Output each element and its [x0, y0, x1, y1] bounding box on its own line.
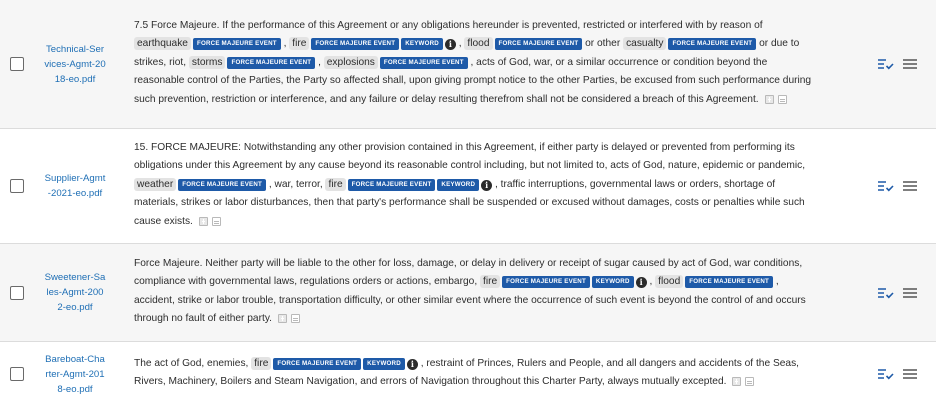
- menu-icon[interactable]: [902, 287, 918, 299]
- row-checkbox[interactable]: [10, 57, 24, 71]
- clause-segment: Force Majeure. Neither party will be liable to the other for loss, damage, or delay in delivery or receipt of sugar caused by act of God, war conditions, compliance with governmental laws, regulations orders or actions, embargo,: [134, 257, 803, 288]
- clause-segment: , acts of God, war, or a similar occurrence or condition beyond the reasonable control of the Parties, the Party so affected shall, upon giving prompt notice to the other Parties, be excused from such performance during such prevention, restriction or interference, and any failure or delay resulting therefrom shall not be considered a breach of this Agreement.: [134, 56, 812, 105]
- table-row: [0, 244, 936, 342]
- highlighted-keyword[interactable]: fire: [325, 178, 345, 191]
- row-checkbox[interactable]: [10, 286, 24, 300]
- pdf-icon[interactable]: [212, 217, 221, 226]
- highlighted-keyword[interactable]: explosions: [324, 56, 378, 69]
- clause-segment: The act of God, enemies,: [134, 357, 252, 369]
- pdf-icon[interactable]: [778, 95, 787, 104]
- clause-text: [116, 139, 816, 233]
- clause-actions: [732, 375, 758, 393]
- force-majeure-tag[interactable]: FORCE MAJEURE EVENT: [380, 57, 468, 69]
- force-majeure-tag[interactable]: FORCE MAJEURE EVENT: [227, 57, 315, 69]
- highlighted-keyword[interactable]: weather: [134, 178, 176, 191]
- force-majeure-tag[interactable]: FORCE MAJEURE EVENT: [348, 179, 436, 191]
- highlighted-keyword[interactable]: flood: [655, 275, 683, 288]
- add-icon[interactable]: [732, 377, 741, 386]
- add-icon[interactable]: [278, 314, 287, 323]
- keyword-tag[interactable]: KEYWORD: [437, 179, 479, 191]
- menu-icon[interactable]: [902, 368, 918, 380]
- force-majeure-tag[interactable]: FORCE MAJEURE EVENT: [311, 38, 399, 50]
- pdf-icon[interactable]: [745, 377, 754, 386]
- force-majeure-tag[interactable]: FORCE MAJEURE EVENT: [273, 358, 361, 370]
- clause-segment: 15. FORCE MAJEURE: Notwithstanding any other provision contained in this Agreement, if either party is delayed or prevented from performing its obligations under this Agreement by any cause beyond its reasonable control including, but not limited to, acts of God, nature, epidemic or pandemic,: [134, 141, 806, 172]
- keyword-tag[interactable]: KEYWORD: [363, 358, 405, 370]
- highlighted-keyword[interactable]: casualty: [623, 37, 666, 50]
- pdf-icon[interactable]: [291, 314, 300, 323]
- force-majeure-tag[interactable]: FORCE MAJEURE EVENT: [178, 179, 266, 191]
- table-row: [0, 342, 936, 406]
- force-majeure-tag[interactable]: FORCE MAJEURE EVENT: [502, 276, 590, 288]
- clause-segment: , restraint of Princes, Rulers and People, and all dangers and accidents of the Seas, Rivers, Machinery, Boilers and Steam Navigation, and errors of Navigation throughout this Charter Party, always mutually excepted.: [134, 357, 799, 387]
- clause-segment: or other: [582, 38, 624, 50]
- file-link[interactable]: Supplier-Agmt-2021-eo.pdf: [44, 173, 106, 199]
- force-majeure-tag[interactable]: FORCE MAJEURE EVENT: [685, 276, 773, 288]
- force-majeure-tag[interactable]: FORCE MAJEURE EVENT: [668, 38, 756, 50]
- menu-icon[interactable]: [902, 180, 918, 192]
- file-link[interactable]: Sweetener-Sales-Agmt-2002-eo.pdf: [44, 272, 106, 313]
- file-link[interactable]: Bareboat-Charter-Agmt-2018-eo.pdf: [45, 353, 105, 395]
- clause-segment: ,: [646, 276, 656, 288]
- clause-segment: , accident, strike or labor trouble, transportation difficulty, or other similar event where the occurrence of such event is beyond the control of and occurs through no fault of either party.: [134, 276, 806, 324]
- checklist-icon[interactable]: [878, 180, 894, 192]
- row-checkbox[interactable]: [10, 179, 24, 193]
- clause-segment: ,: [280, 38, 290, 50]
- row-checkbox[interactable]: [10, 367, 24, 381]
- add-icon[interactable]: [765, 95, 774, 104]
- clause-segment: ,: [315, 56, 324, 68]
- menu-icon[interactable]: [902, 58, 918, 70]
- info-icon[interactable]: i: [481, 180, 492, 191]
- highlighted-keyword[interactable]: fire: [480, 275, 500, 288]
- force-majeure-tag[interactable]: FORCE MAJEURE EVENT: [495, 38, 583, 50]
- clause-text: [116, 17, 816, 111]
- info-icon[interactable]: i: [636, 277, 647, 288]
- clause-segment: , war, terror,: [266, 178, 326, 190]
- info-icon[interactable]: i: [407, 359, 418, 370]
- clause-segment: , traffic interruptions, governmental laws or orders, shortage of materials, strikes or labor disturbances, then that party's performance shall be suspended or excused without damages, costs or penalties while such cause exists.: [134, 178, 805, 227]
- keyword-tag[interactable]: KEYWORD: [401, 38, 443, 50]
- force-majeure-tag[interactable]: FORCE MAJEURE EVENT: [193, 38, 281, 50]
- checklist-icon[interactable]: [878, 58, 894, 70]
- checklist-icon[interactable]: [878, 368, 894, 380]
- clause-text: [116, 355, 816, 394]
- table-row: [0, 129, 936, 244]
- highlighted-keyword[interactable]: flood: [464, 37, 492, 50]
- clause-segment: 7.5 Force Majeure. If the performance of this Agreement or any obligations hereunder is prevented, restricted or interfered with by reason of: [134, 19, 763, 31]
- add-icon[interactable]: [199, 217, 208, 226]
- info-icon[interactable]: i: [445, 39, 456, 50]
- keyword-tag[interactable]: KEYWORD: [592, 276, 634, 288]
- clause-segment: ,: [455, 38, 465, 50]
- clause-segment: or due to strikes, riot,: [134, 38, 800, 68]
- highlighted-keyword[interactable]: fire: [289, 37, 309, 50]
- highlighted-keyword[interactable]: earthquake: [134, 37, 191, 50]
- clause-actions: [278, 312, 304, 330]
- checklist-icon[interactable]: [878, 287, 894, 299]
- clause-actions: [765, 93, 791, 111]
- table-row: [0, 0, 936, 129]
- clause-actions: [199, 215, 225, 233]
- highlighted-keyword[interactable]: fire: [251, 357, 271, 370]
- file-link[interactable]: Technical-Services-Agmt-2018-eo.pdf: [44, 43, 106, 85]
- highlighted-keyword[interactable]: storms: [189, 56, 226, 69]
- clause-text: [116, 255, 816, 331]
